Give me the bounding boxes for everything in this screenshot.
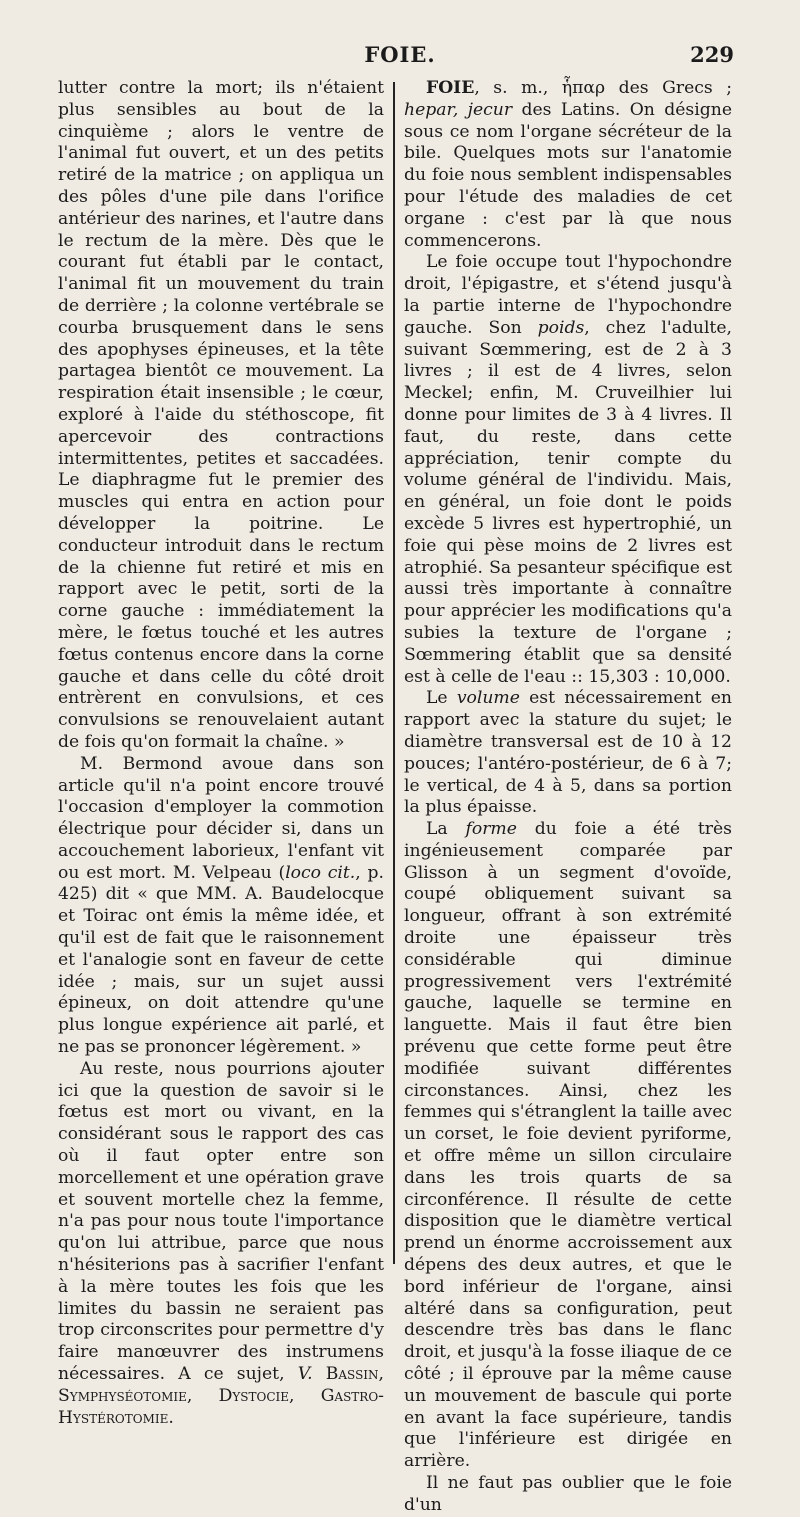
right-paragraph-3 [404,688,732,819]
left-paragraph-3-text: Au reste, nous pourrions ajouter ici que la question de savoir si le fœtus est mort ou vivant, en la considérant sous le rapport des cas où il faut opter entre son morcellement et une opération grave et souvent mortelle chez la femme, n'a pas pour nous toute l'importance qu'on lui attribue, parce que nous n'hésiterions pas à sacrifier l'enfant à la mère toutes les fois que les limites du bassin ne seraient pas trop circonscrites pour permettre d'y faire manœuvrer des instrumens nécessaires. A ce sujet, [58,1058,384,1385]
right-paragraph-3-text-a: Le [426,688,457,709]
left-paragraph-1-text: lutter contre la mort; ils n'étaient plus sensibles au bout de la cinquième ; alors le ventre de l'animal fut ouvert, et un des petits retiré de la matrice ; on appliqua un des pôles d'une pile dans l'orifice antérieur des narines, et l'autre dans le rectum de la mère. Dès que le courant fut établi par le contact, l'animal fit un mouvement du train de derrière ; la colonne vertébrale se courba brusquement dans le sens des apophyses épineuses, et la tête partagea bientôt ce mouvement. La respiration était insensible ; le cœur, exploré à l'aide du stéthoscope, fit apercevoir des contractions intermittentes, petites et saccadées. Le diaphragme fut le premier des muscles qui entra en action pour développer la poitrine. Le conducteur introduit dans le rectum de la chienne fut retiré et mis en rapport avec le petit, sorti de la corne gauche : immédiatement la mère, le fœtus touché et les autres fœtus contenus encore dans la corne gauche et dans celle du côté droit entrèrent en convulsions, et ces convulsions se renouvelaient autant de fois qu'on formait la chaîne. » [58,78,384,752]
right-paragraph-4-text-b: du foie a été très ingénieusement comparée par Glisson à un segment d'ovoïde, coupé obliquement suivant sa longueur, offrant à son extrémité droite une épaisseur très considérable qui diminue progressivement vers l'extrémité gauche, laquelle se termine en languette. Mais il faut être bien prévenu que cette forme peut être modifiée suivant différentes circonstances. Ainsi, chez les femmes qui s'étranglent la taille avec un corset, le foie devient pyriforme, et offre même un sillon circulaire dans les trois quarts de sa circonférence. Il résulte de cette disposition que le diamètre vertical prend un énorme accroissement aux dépens des deux autres, et que le bord inférieur de l'organe, ainsi altéré dans sa configuration, peut descendre très bas dans le flanc droit, et jusqu'à la fosse iliaque de ce côté ; il éprouve par la même cause un mouvement de bascule qui porte en avant la face supérieure, tandis que l'inférieure est dirigée en arrière. [404,819,733,1472]
right-column [404,78,732,1517]
right-paragraph-2 [404,252,732,688]
column-divider [393,82,395,1264]
entry-text-b: des Latins. On désigne sous ce nom l'organe sécréteur de la bile. Quelques mots sur l'anatomie du foie nous semblent indispensables pour l'étude des maladies de cet organe : c'est par là que nous commencerons. [404,99,732,251]
right-paragraph-4 [404,819,732,1473]
see-also-marker: V. [297,1364,313,1385]
entry-paragraph [404,78,732,252]
right-paragraph-4-text-a: La [426,819,466,840]
left-column [58,78,384,1429]
right-paragraph-2-text-b: , chez l'adulte, suivant Sœmmering, est de 2 à 3 livres ; il est de 4 livres, selon Meckel; enfin, M. Cruveilhier lui donne pour limites de 3 à 4 livres. Il faut, du reste, dans cette appréciation, tenir compte du volume général de l'individu. Mais, en général, un foie dont le poids excède 5 livres est hypertrophié, un foie qui pèse moins de 2 livres est atrophié. Sa pesanteur spécifique est aussi très importante à connaître pour apprécier les modifications qu'a subies la texture de l'organe ; Sœmmering établit que sa densité est à celle de l'eau :: 15,303 : 10,000. [404,317,732,687]
running-title: FOIE. [364,42,436,67]
forme-italic: forme [465,819,517,840]
cross-references: Bassin, Symphyséotomie, Dystocie, Gastro-Hystérotomie. [58,1364,384,1428]
right-paragraph-5 [404,1473,732,1517]
volume-italic: volume [456,688,520,709]
poids-italic: poids [537,317,585,338]
left-paragraph-2-text-b: , p. 425) dit « que MM. A. Baudelocque et Toirac ont émis la même idée, et qu'il est de fait que le raisonnement et l'analogie sont en faveur de cette idée ; mais, sur un sujet aussi épineux, on doit attendre qu'une plus longue expérience ait parlé, et ne pas se prononcer légèrement. » [58,862,384,1058]
entry-headword: FOIE [426,78,475,98]
left-paragraph-1 [58,78,384,754]
latin-names-italic: hepar, jecur [404,99,513,120]
right-paragraph-3-text-b: est nécessairement en rapport avec la stature du sujet; le diamètre transversal est de 10 à 12 pouces; l'antéro-postérieur, de 6 à 7; le vertical, de 4 à 5, dans sa portion la plus épaisse. [404,688,732,818]
right-paragraph-2-text-a: Le foie occupe tout l'hypochondre droit, l'épigastre, et s'étend jusqu'à la partie interne de l'hypochondre gauche. Son [404,252,732,338]
loco-cit-italic: loco cit. [285,862,356,883]
left-paragraph-2 [58,754,384,1059]
page-number: 229 [690,42,734,67]
right-paragraph-5-text: Il ne faut pas oublier que le foie d'un [404,1473,732,1515]
entry-text-a: , s. m., ἧπαρ des Grecs ; [474,78,732,98]
left-paragraph-3 [58,1059,384,1430]
left-paragraph-2-text-a: M. Bermond avoue dans son article qu'il n'a point encore trouvé l'occasion d'employer la commotion électrique pour décider si, dans un accouchement laborieux, l'enfant vit ou est mort. M. Velpeau ( [58,753,384,883]
